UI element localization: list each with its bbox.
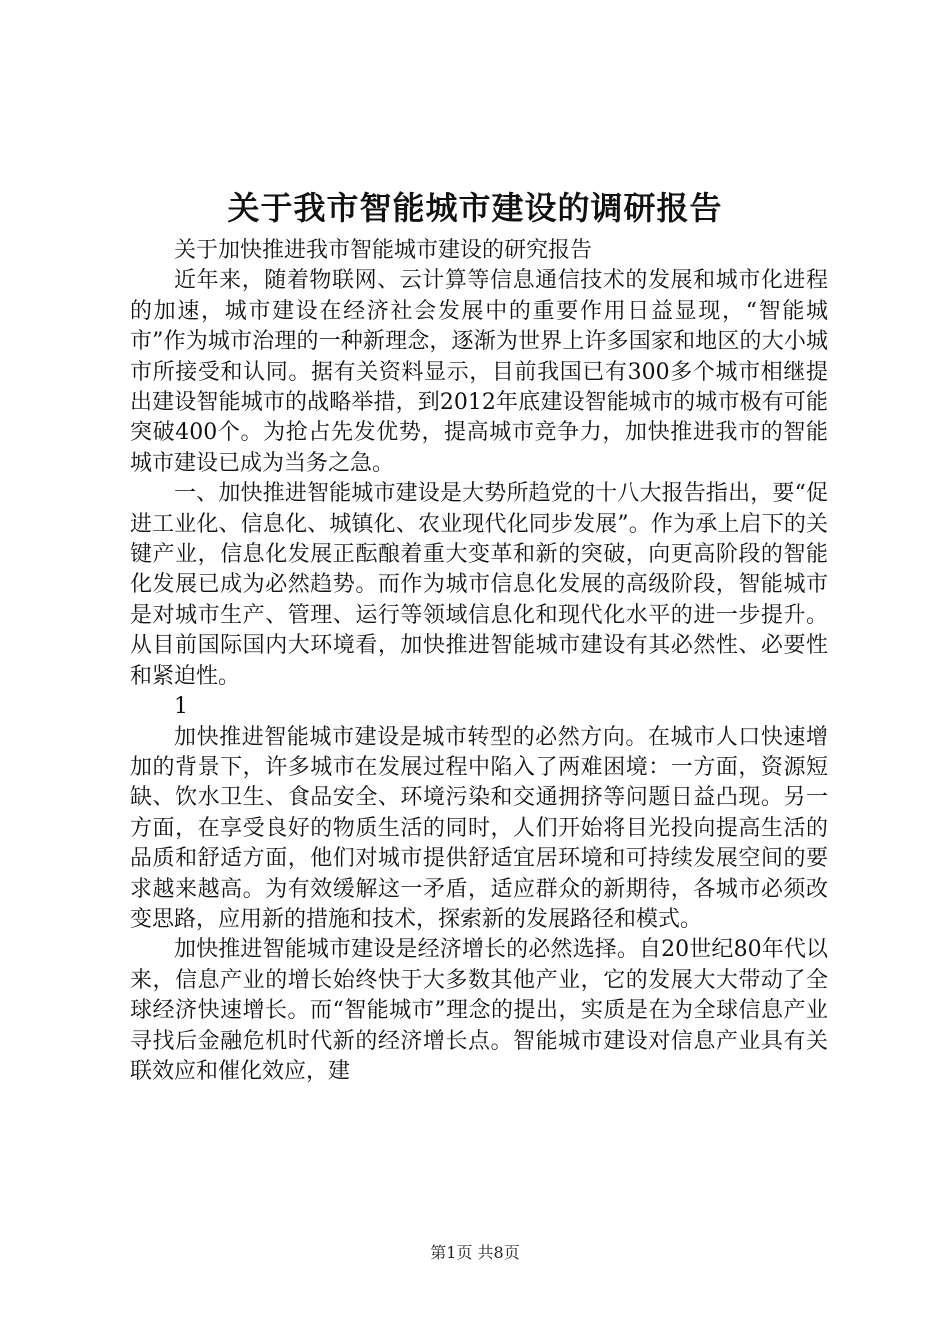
inline-number: 1 (174, 694, 188, 720)
paragraph-economic-growth: 加快推进智能城市建设是经济增长的必然选择。自20世纪80年代以来，信息产业的增长始终快于大多数其他产业，它的发展大大带动了全球经济快速增长。而“智能城市”理念的提出，实质是在为全球信息产业寻找后金融危机时代新的经济增长点。智能城市建设对信息产业具有关联效应和催化效应，建 (130, 937, 828, 1084)
paragraph-intro: 近年来，随着物联网、云计算等信息通信技术的发展和城市化进程的加速，城市建设在经济社会发展中的重要作用日益显现，“智能城市”作为城市治理的一种新理念，逐渐为世界上许多国家和地区的大小城市所接受和认同。据有关资料显示，目前我国已有300多个城市相继提出建设智能城市的战略举措，到2012年底建设智能城市的城市极有可能突破400个。为抢占先发优势，提高城市竞争力，加快推进我市的智能城市建设已成为当务之急。 (130, 268, 828, 476)
paragraph-section-one: 一、加快推进智能城市建设是大势所趋党的十八大报告指出，要“促进工业化、信息化、城镇化、农业现代化同步发展”。作为承上启下的关键产业，信息化发展正酝酿着重大变革和新的突破，向更高阶段的智能化发展已成为必然趋势。而作为城市信息化发展的高级阶段，智能城市是对城市生产、管理、运行等领域信息化和现代化水平的进一步提升。从目前国际国内大环境看，加快推进智能城市建设有其必然性、必要性和紧迫性。 (130, 481, 828, 689)
document-body (130, 236, 828, 1087)
document-title: 关于我市智能城市建设的调研报告 (227, 189, 723, 227)
document-subtitle: 关于加快推进我市智能城市建设的研究报告 (174, 238, 593, 263)
paragraph-city-transition: 加快推进智能城市建设是城市转型的必然方向。在城市人口快速增加的背景下，许多城市在发展过程中陷入了两难困境：一方面，资源短缺、饮水卫生、食品安全、环境污染和交通拥挤等问题日益凸现。另一方面，在享受良好的物质生活的同时，人们开始将目光投向提高生活的品质和舒适方面，他们对城市提供舒适宜居环境和可持续发展空间的要求越来越高。为有效缓解这一矛盾，适应群众的新期待，各城市必须改变思路，应用新的措施和技术，探索新的发展路径和模式。 (130, 724, 828, 932)
page-footer: 第1页 共8页 (430, 1243, 520, 1262)
